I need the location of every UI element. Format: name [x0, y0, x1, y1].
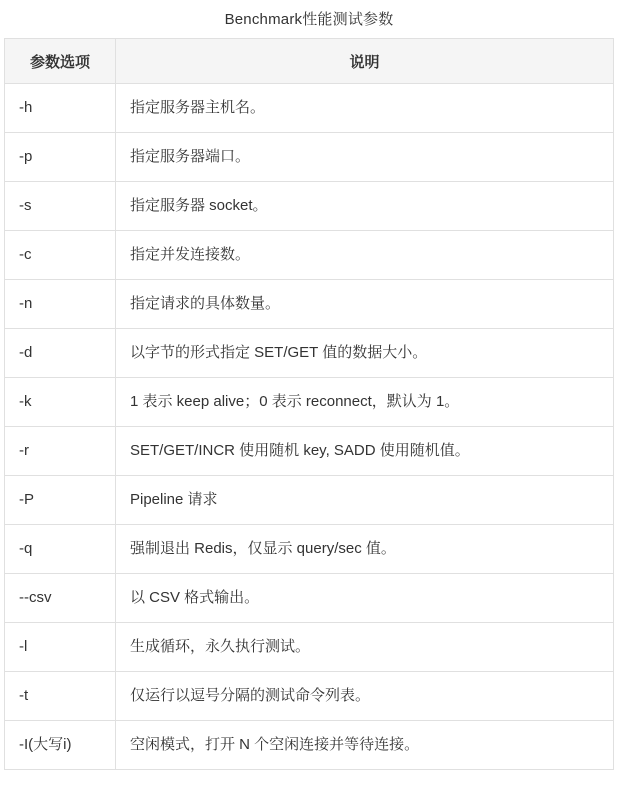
table-row [5, 574, 614, 623]
column-header-description: 说明 [116, 39, 614, 84]
table-row [5, 133, 614, 182]
table-row [5, 84, 614, 133]
cell-option: --csv [5, 574, 116, 623]
cell-description: 指定并发连接数。 [116, 231, 614, 280]
table-row [5, 182, 614, 231]
cell-option: -t [5, 672, 116, 721]
cell-option: -p [5, 133, 116, 182]
table-row [5, 721, 614, 770]
cell-option: -n [5, 280, 116, 329]
cell-description: 以字节的形式指定 SET/GET 值的数据大小。 [116, 329, 614, 378]
table-row [5, 476, 614, 525]
cell-option: -d [5, 329, 116, 378]
table-row [5, 378, 614, 427]
cell-description: 强制退出 Redis，仅显示 query/sec 值。 [116, 525, 614, 574]
cell-description: 以 CSV 格式输出。 [116, 574, 614, 623]
cell-description: 指定服务器主机名。 [116, 84, 614, 133]
cell-description: 指定服务器端口。 [116, 133, 614, 182]
table-row [5, 280, 614, 329]
table-header-row [5, 39, 614, 84]
cell-option: -c [5, 231, 116, 280]
cell-option: -l [5, 623, 116, 672]
cell-description: 仅运行以逗号分隔的测试命令列表。 [116, 672, 614, 721]
benchmark-params-table [4, 38, 614, 770]
page-title: Benchmark性能测试参数 [224, 11, 394, 28]
cell-description: 1 表示 keep alive；0 表示 reconnect，默认为 1。 [116, 378, 614, 427]
cell-option: -I(大写i) [5, 721, 116, 770]
cell-option: -k [5, 378, 116, 427]
cell-description: SET/GET/INCR 使用随机 key, SADD 使用随机值。 [116, 427, 614, 476]
table-header [5, 39, 614, 84]
cell-description: 空闲模式，打开 N 个空闲连接并等待连接。 [116, 721, 614, 770]
table-row [5, 672, 614, 721]
table-row [5, 525, 614, 574]
cell-description: 生成循环，永久执行测试。 [116, 623, 614, 672]
cell-option: -P [5, 476, 116, 525]
table-body [5, 84, 614, 770]
cell-description: 指定请求的具体数量。 [116, 280, 614, 329]
cell-description: Pipeline 请求 [116, 476, 614, 525]
cell-option: -s [5, 182, 116, 231]
table-row [5, 427, 614, 476]
cell-option: -h [5, 84, 116, 133]
table-row [5, 623, 614, 672]
cell-option: -r [5, 427, 116, 476]
column-header-option: 参数选项 [5, 39, 116, 84]
table-row [5, 329, 614, 378]
cell-description: 指定服务器 socket。 [116, 182, 614, 231]
cell-option: -q [5, 525, 116, 574]
table-row [5, 231, 614, 280]
